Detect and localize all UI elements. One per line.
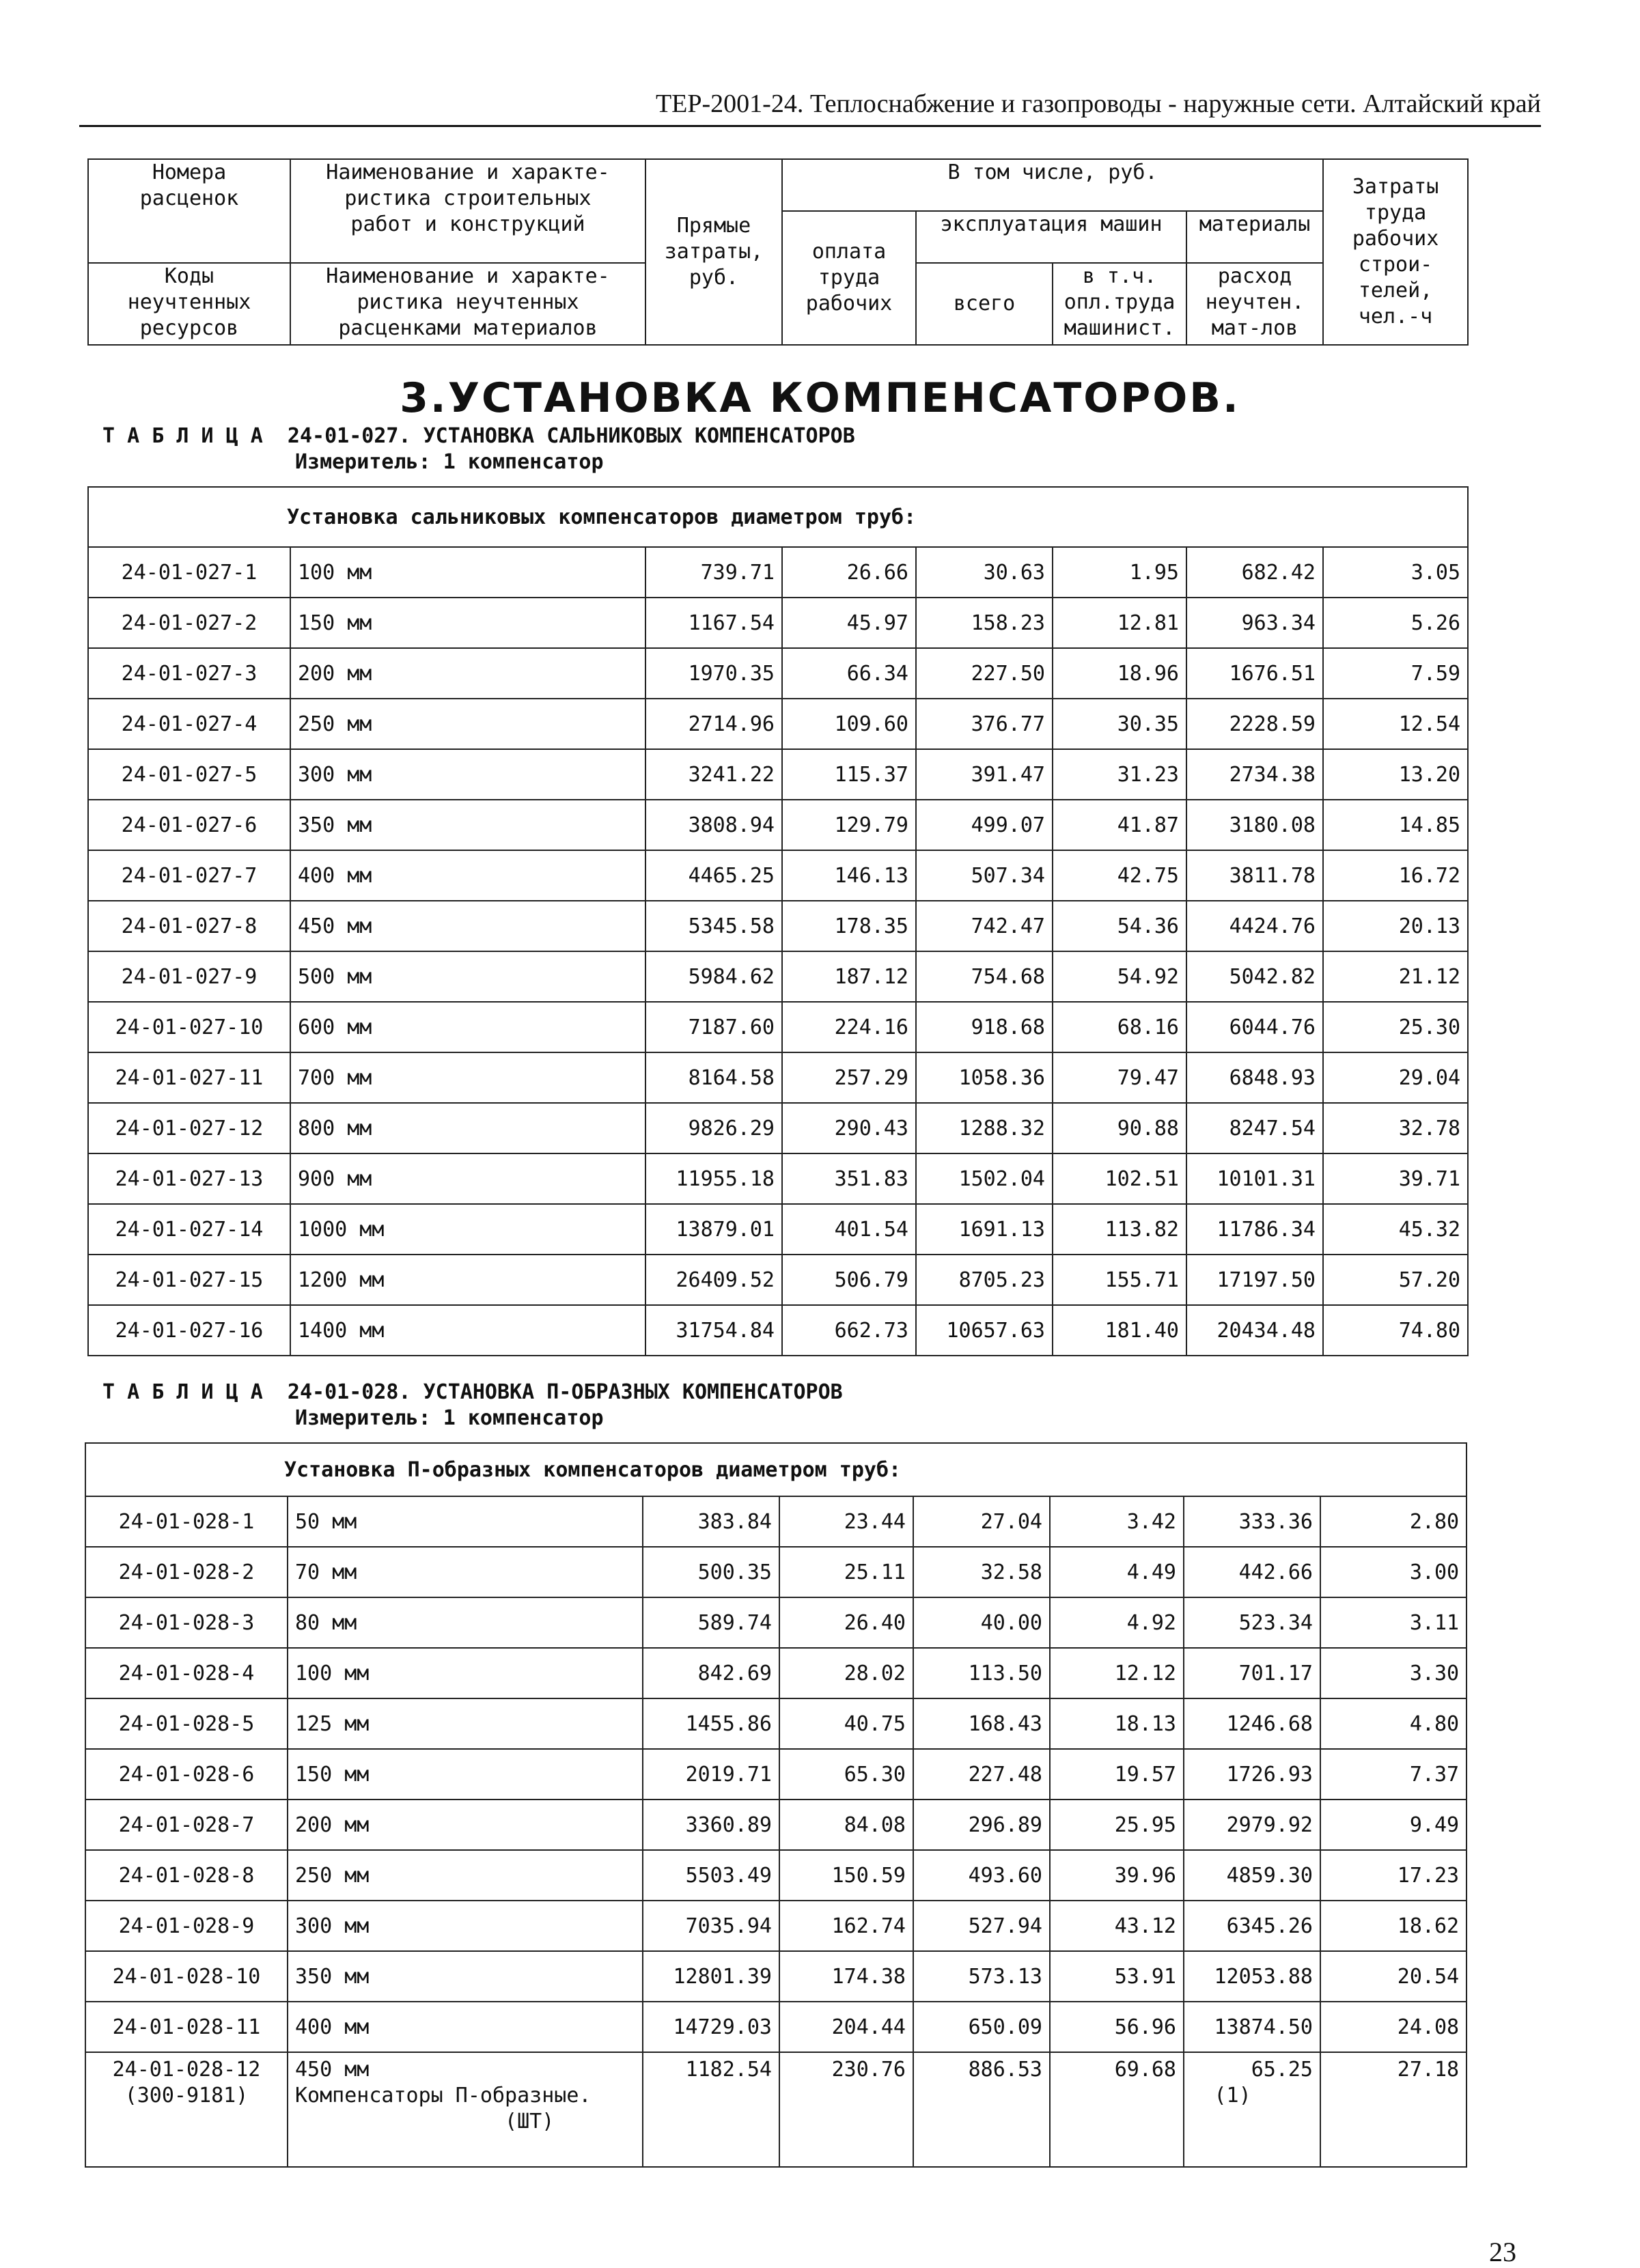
value-cell: 4424.76: [1186, 901, 1323, 951]
table-row: [88, 850, 1468, 901]
name-cell: 100 мм: [288, 1648, 643, 1698]
rate-code-cell: 24-01-028-8: [85, 1850, 288, 1901]
value-cell: 90.88: [1053, 1103, 1186, 1153]
value-cell: 30.35: [1053, 699, 1186, 749]
name-cell: 500 мм: [290, 951, 645, 1002]
name-cell: 800 мм: [290, 1103, 645, 1153]
section-title: 3.УСТАНОВКА КОМПЕНСАТОРОВ.: [400, 374, 1240, 422]
table2-last-wage: 230.76: [779, 2052, 913, 2167]
name-cell: 300 мм: [288, 1901, 643, 1951]
table-24-01-027: [87, 486, 1469, 1356]
header-name2: Наименование и характе- ристика неучтенных расценками материалов: [290, 263, 645, 345]
table-row: [88, 1002, 1468, 1052]
value-cell: 1246.68: [1184, 1698, 1320, 1749]
value-cell: 662.73: [782, 1305, 916, 1356]
value-cell: 12.12: [1050, 1648, 1184, 1698]
rate-code-cell: 24-01-027-12: [88, 1103, 290, 1153]
table-24-01-028: [85, 1442, 1467, 2168]
value-cell: 162.74: [779, 1901, 913, 1951]
value-cell: 155.71: [1053, 1255, 1186, 1305]
rate-code-cell: 24-01-027-2: [88, 598, 290, 648]
table2-last-mat: 65.25 (1): [1184, 2052, 1320, 2167]
value-cell: 39.71: [1323, 1153, 1468, 1204]
table-row: [88, 547, 1468, 598]
table-row: [85, 1749, 1467, 1800]
value-cell: 573.13: [913, 1951, 1050, 2002]
name-cell: 1400 мм: [290, 1305, 645, 1356]
value-cell: 102.51: [1053, 1153, 1186, 1204]
value-cell: 56.96: [1050, 2002, 1184, 2052]
value-cell: 10657.63: [916, 1305, 1053, 1356]
rate-code-cell: 24-01-028-4: [85, 1648, 288, 1698]
table-row: [88, 951, 1468, 1002]
value-cell: 74.80: [1323, 1305, 1468, 1356]
value-cell: 2714.96: [645, 699, 782, 749]
value-cell: 25.30: [1323, 1002, 1468, 1052]
header-mach-wage: в т.ч. опл.труда машинист.: [1053, 263, 1186, 345]
rate-code-cell: 24-01-027-16: [88, 1305, 290, 1356]
table2-last-mach-total: 886.53: [913, 2052, 1050, 2167]
table-row: [88, 1305, 1468, 1356]
table-row: [88, 699, 1468, 749]
value-cell: 11955.18: [645, 1153, 782, 1204]
name-cell: 1000 мм: [290, 1204, 645, 1255]
name-cell: 150 мм: [290, 598, 645, 648]
rate-code-cell: 24-01-028-11: [85, 2002, 288, 2052]
value-cell: 20.54: [1320, 1951, 1467, 2002]
value-cell: 115.37: [782, 749, 916, 800]
value-cell: 3808.94: [645, 800, 782, 850]
value-cell: 12.54: [1323, 699, 1468, 749]
value-cell: 109.60: [782, 699, 916, 749]
table1-unit: Измеритель: 1 компенсатор: [295, 450, 604, 474]
rate-code-cell: 24-01-028-6: [85, 1749, 288, 1800]
value-cell: 1455.86: [643, 1698, 779, 1749]
value-cell: 26409.52: [645, 1255, 782, 1305]
value-cell: 65.30: [779, 1749, 913, 1800]
name-cell: 450 мм: [290, 901, 645, 951]
rate-code-cell: 24-01-028-10: [85, 1951, 288, 2002]
column-header-table: [87, 158, 1469, 346]
value-cell: 391.47: [916, 749, 1053, 800]
value-cell: 5345.58: [645, 901, 782, 951]
value-cell: 376.77: [916, 699, 1053, 749]
value-cell: 6345.26: [1184, 1901, 1320, 1951]
value-cell: 6044.76: [1186, 1002, 1323, 1052]
value-cell: 25.11: [779, 1547, 913, 1597]
value-cell: 7187.60: [645, 1002, 782, 1052]
value-cell: 29.04: [1323, 1052, 1468, 1103]
name-cell: 50 мм: [288, 1496, 643, 1547]
rate-code-cell: 24-01-028-2: [85, 1547, 288, 1597]
value-cell: 1691.13: [916, 1204, 1053, 1255]
value-cell: 40.00: [913, 1597, 1050, 1648]
header-code2: Коды неучтенных ресурсов: [88, 263, 290, 345]
rate-code-cell: 24-01-027-9: [88, 951, 290, 1002]
value-cell: 2019.71: [643, 1749, 779, 1800]
value-cell: 739.71: [645, 547, 782, 598]
value-cell: 40.75: [779, 1698, 913, 1749]
value-cell: 13874.50: [1184, 2002, 1320, 2052]
value-cell: 507.34: [916, 850, 1053, 901]
name-cell: 200 мм: [288, 1800, 643, 1850]
value-cell: 9.49: [1320, 1800, 1467, 1850]
rate-code-cell: 24-01-028-9: [85, 1901, 288, 1951]
table1-caption: Т А Б Л И Ц А 24-01-027. УСТАНОВКА САЛЬНИКОВЫХ КОМПЕНСАТОРОВ: [102, 424, 855, 448]
value-cell: 1970.35: [645, 648, 782, 699]
value-cell: 129.79: [782, 800, 916, 850]
rate-code-cell: 24-01-027-10: [88, 1002, 290, 1052]
table-row: [85, 1597, 1467, 1648]
value-cell: 43.12: [1050, 1901, 1184, 1951]
value-cell: 589.74: [643, 1597, 779, 1648]
value-cell: 499.07: [916, 800, 1053, 850]
header-code: Номера расценок: [88, 159, 290, 263]
name-cell: 125 мм: [288, 1698, 643, 1749]
value-cell: 11786.34: [1186, 1204, 1323, 1255]
table-row: [88, 901, 1468, 951]
rate-code-cell: 24-01-028-5: [85, 1698, 288, 1749]
value-cell: 21.12: [1323, 951, 1468, 1002]
name-cell: 400 мм: [288, 2002, 643, 2052]
name-cell: 1200 мм: [290, 1255, 645, 1305]
value-cell: 7.59: [1323, 648, 1468, 699]
value-cell: 296.89: [913, 1800, 1050, 1850]
value-cell: 187.12: [782, 951, 916, 1002]
value-cell: 2734.38: [1186, 749, 1323, 800]
rate-code-cell: 24-01-027-14: [88, 1204, 290, 1255]
value-cell: 12.81: [1053, 598, 1186, 648]
name-cell: 700 мм: [290, 1052, 645, 1103]
rate-code-cell: 24-01-027-15: [88, 1255, 290, 1305]
value-cell: 5.26: [1323, 598, 1468, 648]
value-cell: 3.05: [1323, 547, 1468, 598]
value-cell: 14729.03: [643, 2002, 779, 2052]
table2-last-name: 450 мм Компенсаторы П-образные. (ШТ): [288, 2052, 643, 2167]
rate-code-cell: 24-01-027-4: [88, 699, 290, 749]
value-cell: 3360.89: [643, 1800, 779, 1850]
value-cell: 26.66: [782, 547, 916, 598]
value-cell: 2.80: [1320, 1496, 1467, 1547]
table-row: [85, 1648, 1467, 1698]
name-cell: 100 мм: [290, 547, 645, 598]
value-cell: 20434.48: [1186, 1305, 1323, 1356]
value-cell: 32.78: [1323, 1103, 1468, 1153]
table-row: [88, 1255, 1468, 1305]
value-cell: 45.32: [1323, 1204, 1468, 1255]
table-row: [85, 1901, 1467, 1951]
value-cell: 13879.01: [645, 1204, 782, 1255]
value-cell: 4.80: [1320, 1698, 1467, 1749]
header-mat-unacc: расход неучтен. мат-лов: [1186, 263, 1323, 345]
rate-code-cell: 24-01-028-1: [85, 1496, 288, 1547]
value-cell: 918.68: [916, 1002, 1053, 1052]
table2-group-heading: Установка П-образных компенсаторов диаметром труб:: [85, 1443, 1467, 1496]
table2-caption: Т А Б Л И Ц А 24-01-028. УСТАНОВКА П-ОБРАЗНЫХ КОМПЕНСАТОРОВ: [102, 1380, 843, 1404]
name-cell: 250 мм: [290, 699, 645, 749]
name-cell: 250 мм: [288, 1850, 643, 1901]
value-cell: 1.95: [1053, 547, 1186, 598]
value-cell: 1502.04: [916, 1153, 1053, 1204]
value-cell: 158.23: [916, 598, 1053, 648]
value-cell: 1288.32: [916, 1103, 1053, 1153]
header-direct: Прямые затраты, руб.: [645, 159, 782, 345]
name-cell: 150 мм: [288, 1749, 643, 1800]
table-row: [85, 1800, 1467, 1850]
value-cell: 12801.39: [643, 1951, 779, 2002]
value-cell: 146.13: [782, 850, 916, 901]
value-cell: 26.40: [779, 1597, 913, 1648]
value-cell: 19.57: [1050, 1749, 1184, 1800]
value-cell: 3.30: [1320, 1648, 1467, 1698]
value-cell: 18.96: [1053, 648, 1186, 699]
name-cell: 400 мм: [290, 850, 645, 901]
value-cell: 257.29: [782, 1052, 916, 1103]
table-row: [88, 598, 1468, 648]
value-cell: 224.16: [782, 1002, 916, 1052]
value-cell: 1167.54: [645, 598, 782, 648]
value-cell: 493.60: [913, 1850, 1050, 1901]
value-cell: 28.02: [779, 1648, 913, 1698]
value-cell: 2979.92: [1184, 1800, 1320, 1850]
value-cell: 17.23: [1320, 1850, 1467, 1901]
page-number: 23: [1489, 2237, 1516, 2267]
value-cell: 7.37: [1320, 1749, 1467, 1800]
value-cell: 4465.25: [645, 850, 782, 901]
name-cell: 350 мм: [288, 1951, 643, 2002]
value-cell: 7035.94: [643, 1901, 779, 1951]
value-cell: 4.92: [1050, 1597, 1184, 1648]
value-cell: 5042.82: [1186, 951, 1323, 1002]
rate-code-cell: 24-01-027-5: [88, 749, 290, 800]
rate-code-cell: 24-01-027-1: [88, 547, 290, 598]
header-incl: В том числе, руб.: [782, 159, 1323, 211]
value-cell: 333.36: [1184, 1496, 1320, 1547]
value-cell: 8705.23: [916, 1255, 1053, 1305]
header-rule: [79, 125, 1541, 127]
rate-code-cell: 24-01-027-3: [88, 648, 290, 699]
value-cell: 16.72: [1323, 850, 1468, 901]
value-cell: 168.43: [913, 1698, 1050, 1749]
value-cell: 4859.30: [1184, 1850, 1320, 1901]
value-cell: 3241.22: [645, 749, 782, 800]
value-cell: 701.17: [1184, 1648, 1320, 1698]
header-mach-total: всего: [916, 263, 1053, 345]
table2-last-labor: 27.18: [1320, 2052, 1467, 2167]
value-cell: 41.87: [1053, 800, 1186, 850]
value-cell: 113.50: [913, 1648, 1050, 1698]
value-cell: 227.48: [913, 1749, 1050, 1800]
value-cell: 178.35: [782, 901, 916, 951]
value-cell: 32.58: [913, 1547, 1050, 1597]
value-cell: 30.63: [916, 547, 1053, 598]
value-cell: 79.47: [1053, 1052, 1186, 1103]
value-cell: 6848.93: [1186, 1052, 1323, 1103]
value-cell: 506.79: [782, 1255, 916, 1305]
rate-code-cell: 24-01-028-3: [85, 1597, 288, 1648]
table-row: [88, 1204, 1468, 1255]
value-cell: 84.08: [779, 1800, 913, 1850]
value-cell: 742.47: [916, 901, 1053, 951]
value-cell: 31.23: [1053, 749, 1186, 800]
value-cell: 174.38: [779, 1951, 913, 2002]
name-cell: 200 мм: [290, 648, 645, 699]
page-header: ТЕР-2001-24. Теплоснабжение и газопроводы - наружные сети. Алтайский край: [655, 89, 1541, 118]
value-cell: 500.35: [643, 1547, 779, 1597]
name-cell: 300 мм: [290, 749, 645, 800]
value-cell: 17197.50: [1186, 1255, 1323, 1305]
header-materials: материалы: [1186, 211, 1323, 263]
table2-last-code: 24-01-028-12 (300-9181): [85, 2052, 288, 2167]
table-row: [85, 2002, 1467, 2052]
value-cell: 9826.29: [645, 1103, 782, 1153]
table-row: [85, 1951, 1467, 2002]
rate-code-cell: 24-01-027-7: [88, 850, 290, 901]
table-row: [88, 1052, 1468, 1103]
value-cell: 3.11: [1320, 1597, 1467, 1648]
value-cell: 54.92: [1053, 951, 1186, 1002]
rate-code-cell: 24-01-028-7: [85, 1800, 288, 1850]
table-row: [88, 648, 1468, 699]
value-cell: 842.69: [643, 1648, 779, 1698]
name-cell: 80 мм: [288, 1597, 643, 1648]
table-row: [88, 1103, 1468, 1153]
name-cell: 70 мм: [288, 1547, 643, 1597]
value-cell: 12053.88: [1184, 1951, 1320, 2002]
value-cell: 8164.58: [645, 1052, 782, 1103]
header-name: Наименование и характе- ристика строительных работ и конструкций: [290, 159, 645, 263]
value-cell: 5503.49: [643, 1850, 779, 1901]
table-row: [85, 1698, 1467, 1749]
value-cell: 24.08: [1320, 2002, 1467, 2052]
table-row: [85, 1850, 1467, 1901]
table2-last-direct: 1182.54: [643, 2052, 779, 2167]
value-cell: 527.94: [913, 1901, 1050, 1951]
value-cell: 113.82: [1053, 1204, 1186, 1255]
rate-code-cell: 24-01-027-8: [88, 901, 290, 951]
value-cell: 25.95: [1050, 1800, 1184, 1850]
value-cell: 523.34: [1184, 1597, 1320, 1648]
value-cell: 150.59: [779, 1850, 913, 1901]
value-cell: 14.85: [1323, 800, 1468, 850]
value-cell: 10101.31: [1186, 1153, 1323, 1204]
value-cell: 3.42: [1050, 1496, 1184, 1547]
value-cell: 18.62: [1320, 1901, 1467, 1951]
value-cell: 31754.84: [645, 1305, 782, 1356]
table-row: [85, 1547, 1467, 1597]
value-cell: 2228.59: [1186, 699, 1323, 749]
value-cell: 351.83: [782, 1153, 916, 1204]
table-row: [85, 1496, 1467, 1547]
value-cell: 181.40: [1053, 1305, 1186, 1356]
value-cell: 963.34: [1186, 598, 1323, 648]
table1-group-heading: Установка сальниковых компенсаторов диаметром труб:: [88, 487, 1468, 547]
table2-unit: Измеритель: 1 компенсатор: [295, 1406, 604, 1430]
value-cell: 204.44: [779, 2002, 913, 2052]
header-wage: оплата труда рабочих: [782, 211, 916, 345]
value-cell: 27.04: [913, 1496, 1050, 1547]
value-cell: 3811.78: [1186, 850, 1323, 901]
value-cell: 45.97: [782, 598, 916, 648]
rate-code-cell: 24-01-027-6: [88, 800, 290, 850]
value-cell: 23.44: [779, 1496, 913, 1547]
value-cell: 383.84: [643, 1496, 779, 1547]
value-cell: 401.54: [782, 1204, 916, 1255]
table-row: [88, 800, 1468, 850]
rate-code-cell: 24-01-027-11: [88, 1052, 290, 1103]
value-cell: 754.68: [916, 951, 1053, 1002]
name-cell: 350 мм: [290, 800, 645, 850]
value-cell: 5984.62: [645, 951, 782, 1002]
table2-last-mach-wage: 69.68: [1050, 2052, 1184, 2167]
value-cell: 39.96: [1050, 1850, 1184, 1901]
header-labor: Затраты труда рабочих строи- телей, чел.-ч: [1323, 159, 1468, 345]
value-cell: 3.00: [1320, 1547, 1467, 1597]
value-cell: 42.75: [1053, 850, 1186, 901]
value-cell: 53.91: [1050, 1951, 1184, 2002]
value-cell: 682.42: [1186, 547, 1323, 598]
table-row: [88, 749, 1468, 800]
value-cell: 57.20: [1323, 1255, 1468, 1305]
name-cell: 900 мм: [290, 1153, 645, 1204]
value-cell: 290.43: [782, 1103, 916, 1153]
value-cell: 650.09: [913, 2002, 1050, 2052]
value-cell: 54.36: [1053, 901, 1186, 951]
value-cell: 1058.36: [916, 1052, 1053, 1103]
value-cell: 13.20: [1323, 749, 1468, 800]
table-row: [88, 1153, 1468, 1204]
rate-code-cell: 24-01-027-13: [88, 1153, 290, 1204]
value-cell: 227.50: [916, 648, 1053, 699]
value-cell: 1726.93: [1184, 1749, 1320, 1800]
value-cell: 20.13: [1323, 901, 1468, 951]
value-cell: 68.16: [1053, 1002, 1186, 1052]
value-cell: 18.13: [1050, 1698, 1184, 1749]
header-machines: эксплуатация машин: [916, 211, 1186, 263]
name-cell: 600 мм: [290, 1002, 645, 1052]
value-cell: 3180.08: [1186, 800, 1323, 850]
value-cell: 8247.54: [1186, 1103, 1323, 1153]
value-cell: 1676.51: [1186, 648, 1323, 699]
value-cell: 4.49: [1050, 1547, 1184, 1597]
value-cell: 66.34: [782, 648, 916, 699]
value-cell: 442.66: [1184, 1547, 1320, 1597]
